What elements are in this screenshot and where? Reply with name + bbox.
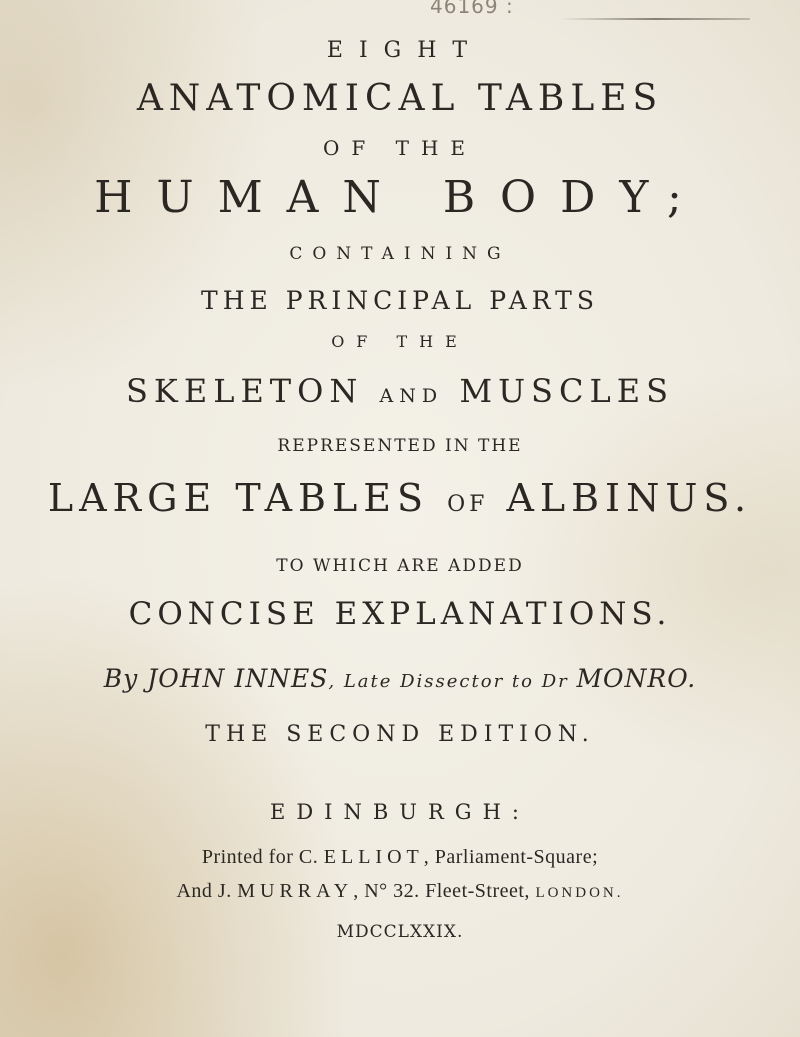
subtitle-large-tables xyxy=(0,476,800,520)
imprint-and-murray xyxy=(0,880,800,903)
and-word: AND xyxy=(379,385,444,407)
printer-elliot: ELLIOT xyxy=(323,846,424,868)
title-eight: EIGHT xyxy=(326,38,484,63)
subtitle-represented: REPRESENTED IN THE xyxy=(277,436,523,456)
printed-for-text: Printed for C. xyxy=(201,846,324,868)
edition-line: THE SECOND EDITION. xyxy=(205,722,595,747)
and-j-text: And J. xyxy=(176,880,238,902)
manuscript-accession-mark: 46169 : xyxy=(430,0,514,18)
muscles-word: MUSCLES xyxy=(443,372,674,410)
monro-name: MONRO. xyxy=(576,664,697,693)
author-name: JOHN INNES xyxy=(147,664,329,693)
subtitle-skeleton-and-muscles xyxy=(0,372,800,410)
subtitle-principal-parts: THE PRINCIPAL PARTS xyxy=(201,286,599,315)
subtitle-to-which: TO WHICH ARE ADDED xyxy=(276,556,524,576)
subtitle-concise-explanations: CONCISE EXPLANATIONS. xyxy=(128,596,672,632)
of-word: OF xyxy=(447,492,489,517)
subtitle-containing: CONTAINING xyxy=(289,244,511,264)
imprint-london: LONDON. xyxy=(535,885,624,901)
title-anatomical-tables: ANATOMICAL TABLES xyxy=(136,78,664,119)
skeleton-word: SKELETON xyxy=(126,372,380,410)
title-of-the: OF THE xyxy=(322,136,477,160)
imprint-printed-for xyxy=(0,846,800,869)
author-line xyxy=(0,664,800,693)
albinus-word: ALBINUS. xyxy=(488,476,753,520)
murray-address: , N° 32. Fleet-Street, xyxy=(353,880,536,902)
subtitle-of-the: OF THE xyxy=(331,332,469,351)
imprint-date: MDCCLXXIX. xyxy=(336,922,464,942)
imprint-city: EDINBURGH: xyxy=(270,800,530,824)
title-human-body: HUMAN BODY; xyxy=(94,172,706,223)
printer-address: , Parliament-Square; xyxy=(423,846,599,868)
author-role: , Late Dissector to Dr xyxy=(328,671,577,692)
printer-murray: MURRAY xyxy=(237,880,354,902)
by-prefix: By xyxy=(103,664,148,693)
ink-rule-mark xyxy=(560,18,750,20)
large-tables-word: LARGE TABLES xyxy=(47,476,448,520)
